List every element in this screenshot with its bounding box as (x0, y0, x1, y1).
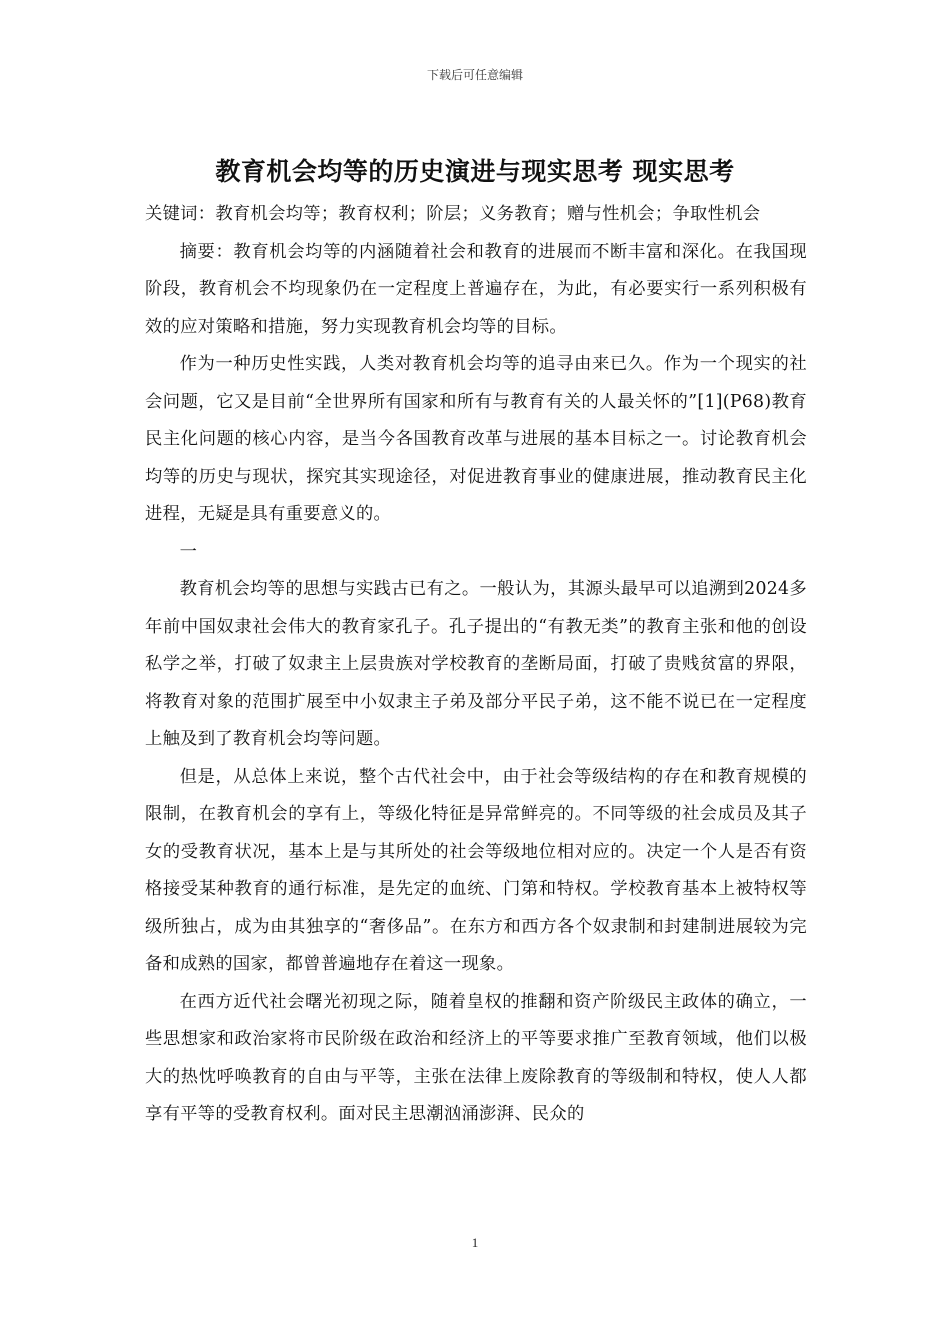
body-paragraph: 但是，从总体上来说，整个古代社会中，由于社会等级结构的存在和教育规模的限制，在教育机会的享有上，等级化特征是异常鲜亮的。不同等级的社会成员及其子女的受教育状况，基本上是与其所处的社会等级地位相对应的。决定一个人是否有资格接受某种教育的通行标准，是先定的血统、门第和特权。学校教育基本上被特权等级所独占，成为由其独享的“奢侈品”。在东方和西方各个奴隶制和封建制进展较为完备和成熟的国家，都曾普遍地存在着这一现象。 (145, 766, 807, 974)
document-body (145, 196, 807, 1134)
body-paragraph: 作为一种历史性实践，人类对教育机会均等的追寻由来已久。作为一个现实的社会问题，它又是目前“全世界所有国家和所有与教育有关的人最关怀的”[1](P68)教育民主化问题的核心内容，是当今各国教育改革与进展的基本目标之一。讨论教育机会均等的历史与现状，探究其实现途径，对促进教育事业的健康进展，推动教育民主化进程，无疑是具有重要意义的。 (145, 354, 807, 524)
header-note: 下载后可任意编辑 (426, 68, 523, 82)
body-paragraph: 在西方近代社会曙光初现之际，随着皇权的推翻和资产阶级民主政体的确立，一些思想家和政治家将市民阶级在政治和经济上的平等要求推广至教育领域，他们以极大的热忱呼唤教育的自由与平等，主张在法律上废除教育的等级制和特权，使人人都享有平等的受教育权利。面对民主思潮汹涌澎湃、民众的 (145, 991, 807, 1124)
abstract-paragraph: 摘要：教育机会均等的内涵随着社会和教育的进展而不断丰富和深化。在我国现阶段，教育机会不均现象仍在一定程度上普遍存在，为此，有必要实行一系列积极有效的应对策略和措施，努力实现教育机会均等的目标。 (145, 241, 807, 337)
section-heading: 一 (179, 541, 198, 562)
body-paragraph: 教育机会均等的思想与实践古已有之。一般认为，其源头最早可以追溯到2024多年前中国奴隶社会伟大的教育家孔子。孔子提出的“有教无类”的教育主张和他的创设私学之举，打破了奴隶主上层贵族对学校教育的垄断局面，打破了贵贱贫富的界限，将教育对象的范围扩展至中小奴隶主子弟及部分平民子弟，这不能不说已在一定程度上触及到了教育机会均等问题。 (145, 579, 807, 749)
keywords-line: 关键词：教育机会均等；教育权利；阶层；义务教育；赠与性机会；争取性机会 (145, 204, 761, 224)
page-number: 1 (471, 1235, 479, 1250)
document-title: 教育机会均等的历史演进与现实思考 现实思考 (215, 157, 735, 186)
